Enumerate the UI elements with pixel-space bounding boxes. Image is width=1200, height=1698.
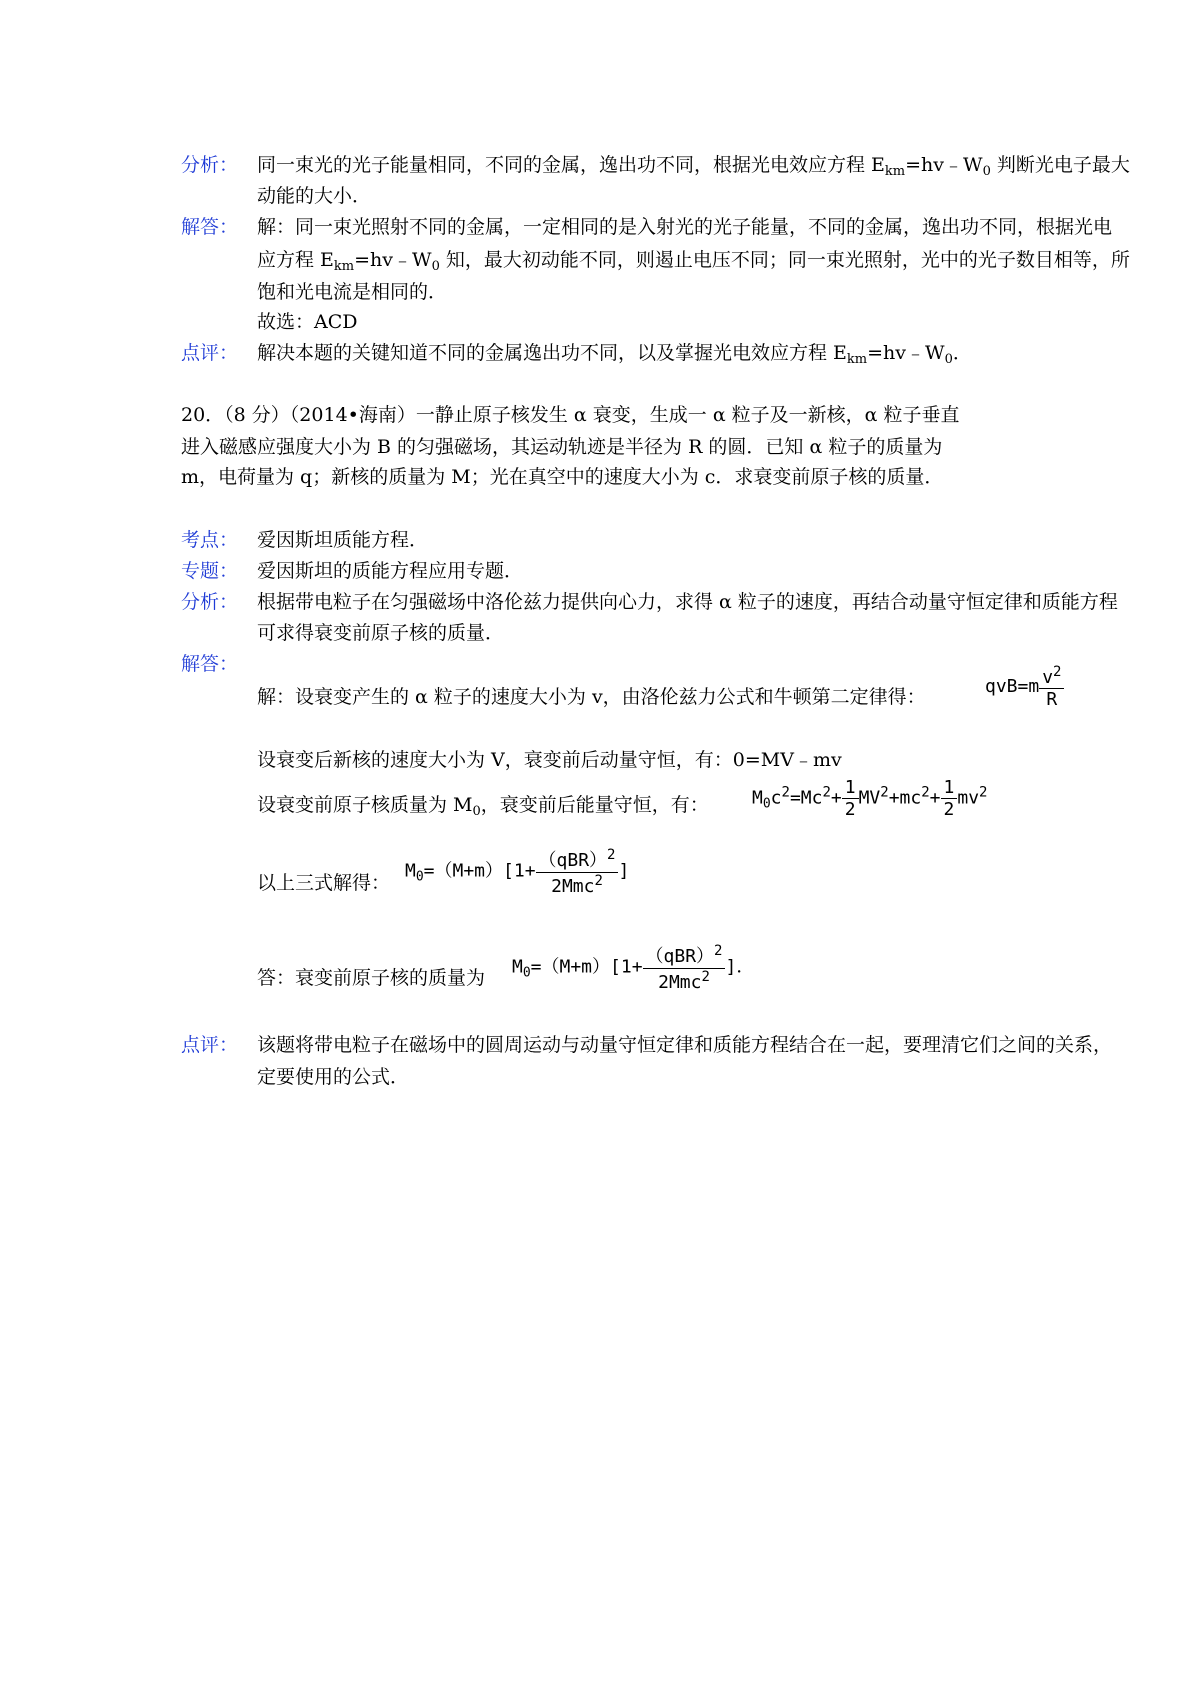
answer2-label: 解答： xyxy=(181,653,239,675)
kaodian-text: 爱因斯坦质能方程． xyxy=(257,529,429,551)
comment2-label: 点评： xyxy=(181,1034,239,1056)
analysis-line-1: 同一束光的光子能量相同，不同的金属，逸出功不同，根据光电效应方程 $E_{km}=hv﹣W_0$ 判断光电子最大 xyxy=(257,154,1130,179)
solution-step-2: 设衰变后新核的速度大小为 V，衰变前后动量守恒，有：0=MV﹣mv xyxy=(257,749,842,771)
solution-step-3: 设衰变前原子核质量为 $M_0$，衰变前后能量守恒，有： xyxy=(257,794,709,819)
question-line-1: 20．（8 分）（2014•海南）一静止原子核发生 α 衰变，生成一 α 粒子及一新核，α 粒子垂直 xyxy=(181,404,960,426)
solution-step-4: 以上三式解得： xyxy=(257,872,391,894)
conclusion: 答：衰变前原子核的质量为 xyxy=(257,967,486,989)
comment-label: 点评： xyxy=(181,342,239,364)
analysis2-line-2: 可求得衰变前原子核的质量． xyxy=(257,622,505,644)
equation-energy: $M_0c^2=Mc^2+$ $\frac{1}{2}$ $MV^2+mc^2+$ $\frac{1}{2}$ $mv^2$ xyxy=(752,777,988,820)
analysis2-label: 分析： xyxy=(181,591,239,613)
answer-label: 解答： xyxy=(181,216,239,238)
question-line-2: 进入磁感应强度大小为 B 的匀强磁场，其运动轨迹是半径为 R 的圆．已知 α 粒子的质量为 xyxy=(181,436,943,458)
solution-step-1: 解：设衰变产生的 α 粒子的速度大小为 v，由洛伦兹力公式和牛顿第二定律得： xyxy=(257,686,926,708)
comment2-line-1: 该题将带电粒子在磁场中的圆周运动与动量守恒定律和质能方程结合在一起，要理清它们之间的关系， xyxy=(257,1034,1113,1056)
answer-line-2: 应方程 $E_{km}=hv﹣W_0$ 知，最大初动能不同，则遏止电压不同；同一束光照射，光中的光子数目相等，所 xyxy=(257,249,1130,274)
answer-line-4: 故选：ACD xyxy=(257,311,358,333)
zhuanti-label: 专题： xyxy=(181,560,239,582)
comment-line: 解决本题的关键知道不同的金属逸出功不同，以及掌握光电效应方程 $E_{km}=hv﹣W_0$． xyxy=(257,342,972,367)
kaodian-label: 考点： xyxy=(181,529,239,551)
analysis-line-2: 动能的大小． xyxy=(257,185,372,207)
answer-line-1: 解：同一束光照射不同的金属，一定相同的是入射光的光子能量，不同的金属，逸出功不同，根据光电 xyxy=(257,216,1113,238)
equation-result: $M_0=(M+m)[1+$ $\frac{(qBR)^2}{2Mmc^2}$ ] xyxy=(405,847,630,897)
analysis-label: 分析： xyxy=(181,154,239,176)
equation-lorentz: qvB=m $\frac{v^2}{R}$ xyxy=(985,664,1064,710)
zhuanti-text: 爱因斯坦的质能方程应用专题． xyxy=(257,560,524,582)
comment2-line-2: 定要使用的公式． xyxy=(257,1066,410,1088)
analysis2-line-1: 根据带电粒子在匀强磁场中洛伦兹力提供向心力，求得 α 粒子的速度，再结合动量守恒定律和质能方程 xyxy=(257,591,1118,613)
equation-conclusion: $M_0=(M+m)[1+$ $\frac{(qBR)^2}{2Mmc^2}$ ]． xyxy=(512,943,755,993)
answer-line-3: 饱和光电流是相同的． xyxy=(257,281,448,303)
question-line-3: m，电荷量为 q；新核的质量为 M；光在真空中的速度大小为 c．求衰变前原子核的质量． xyxy=(181,466,944,488)
